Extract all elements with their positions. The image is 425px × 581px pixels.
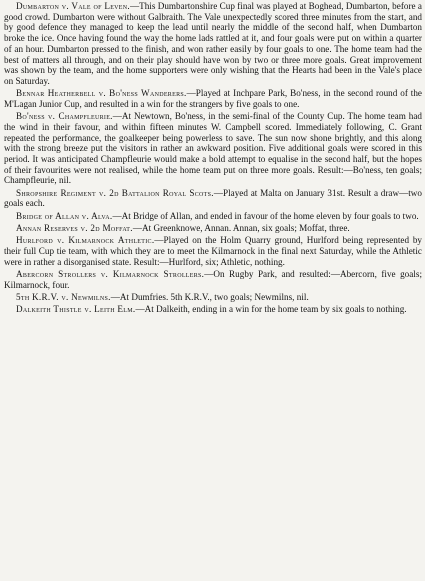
report-headline: Dalkeith Thistle v. Leith Elm. (16, 304, 136, 315)
match-report (4, 211, 422, 222)
match-report (4, 188, 422, 209)
match-report (4, 1, 422, 87)
match-report (4, 111, 422, 186)
match-report (4, 269, 422, 290)
match-report (4, 235, 422, 267)
report-headline: Dumbarton v. Vale of Leven. (16, 1, 130, 11)
match-report (4, 88, 422, 109)
report-body: —This Dumbartonshire Cup final was played at Boghead, Dumbarton, before a good crowd. Dumbarton were without Galbraith. The Vale unexpectedly scored three minutes from the start, and by good defence they managed to keep the lead until nearly the middle of the second half, when Dumbarton broke the ice. Once having found the way the home lads rattled at it, and four goals were put on within a quarter of an hour. Dumbarton pressed to the finish, and won rather easily by four goals to one. The home team had the best of matters all through, and on their play should have won by two or three more goals. Great improvement was shown by the team, and the home supporters were only wishing that the Hearts had been in the Vale's place on Saturday. (4, 1, 422, 86)
report-body: —Played on the Holm Quarry ground, Hurlford being represented by their full Cup tie team, with which they are to meet the Kilmarnock in the final next Saturday, while the Athletic were in rather a disorganised state. Result:—Hurlford, six; Athletic, nothing. (4, 235, 422, 267)
report-body: —Played at Inchpare Park, Bo'ness, in the second round of the M'Lagan Junior Cup, and resulted in a win for the strangers by five goals to one. (4, 88, 422, 109)
report-body: —At Greenknowe, Annan. Annan, six goals; Moffat, three. (132, 223, 350, 234)
match-report (4, 292, 422, 303)
report-body: —At Dumfries. 5th K.R.V., two goals; Newmilns, nil. (110, 292, 309, 303)
report-headline: Hurlford v. Kilmarnock Athletic. (16, 235, 155, 246)
report-body: —At Dalkeith, ending in a win for the home team by six goals to nothing. (135, 304, 407, 315)
report-headline: Abercorn Strollers v. Kilmarnock Strollers. (16, 269, 205, 280)
match-report (4, 223, 422, 234)
report-headline: Bennar Heatherbell v. Bo'ness Wanderers. (16, 88, 187, 99)
report-headline: Shropshire Regiment v. 2d Battalion Royal Scots. (16, 187, 214, 198)
report-headline: 5th K.R.V. v. Newmilns. (16, 292, 111, 303)
report-headline: Bridge of Allan v. Alva. (16, 210, 113, 221)
report-body: —At Newtown, Bo'ness, in the semi-final of the County Cup. The home team had the wind in their favour, and within fifteen minutes W. Campbell scored. Immediately following, C. Grant repeated the performance, the goalkeeper being powerless to save. The sun now shone brightly, and this along with the strong breeze put the visitors in rather an awkward position. Five additional goals were scored in this period. It was anticipated Champfleurie would make a bold attempt to equalise in the second half, but the hopes of their favourites were not realised, while the home team put on three more goals. Result:—Bo'ness, ten goals; Champfleurie, nil. (4, 111, 423, 186)
report-body: —On Rugby Park, and resulted:—Abercorn, five goals; Kilmarnock, four. (4, 269, 422, 290)
report-body: —Played at Malta on January 31st. Result a draw—two goals each. (4, 187, 422, 209)
match-report (4, 304, 422, 315)
report-body: —At Bridge of Allan, and ended in favour of the home eleven by four goals to two. (112, 210, 419, 221)
report-headline: Annan Reserves v. 2d Moffat. (16, 223, 133, 234)
report-headline: Bo'ness v. Champfleurie. (16, 111, 113, 122)
